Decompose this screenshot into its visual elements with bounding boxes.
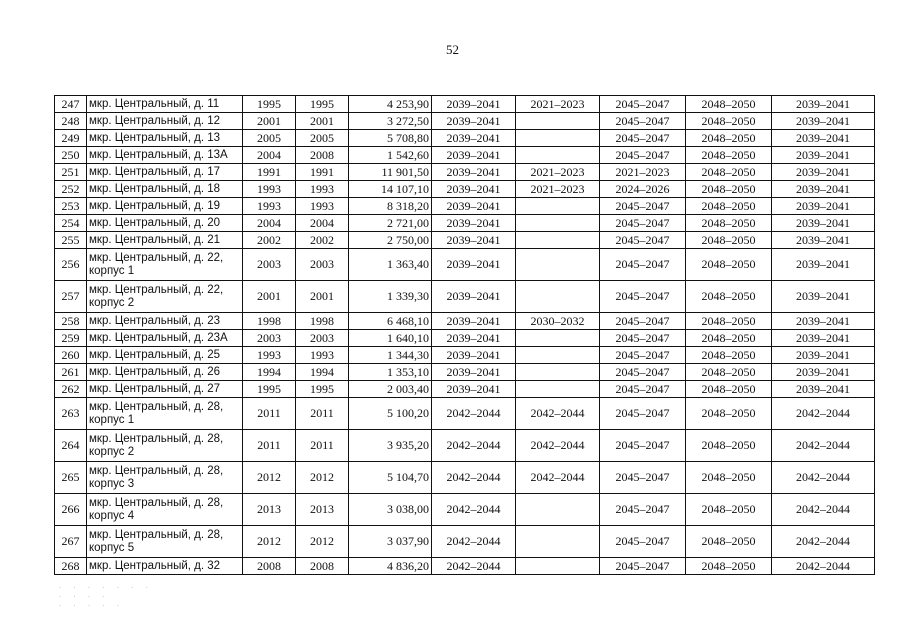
cell-area: 1 640,10	[349, 330, 432, 347]
cell-year-built: 2003	[243, 330, 296, 347]
cell-year-commissioned: 1993	[296, 181, 349, 198]
cell-area: 2 003,40	[349, 381, 432, 398]
table-row	[55, 232, 875, 249]
cell-period-3: 2045–2047	[600, 398, 686, 430]
cell-period-1: 2039–2041	[432, 198, 516, 215]
cell-year-built: 1995	[243, 96, 296, 113]
cell-row-number: 264	[55, 430, 87, 462]
cell-row-number: 262	[55, 381, 87, 398]
cell-period-3: 2045–2047	[600, 281, 686, 313]
cell-year-commissioned: 2008	[296, 558, 349, 575]
cell-area: 14 107,10	[349, 181, 432, 198]
cell-period-3: 2045–2047	[600, 430, 686, 462]
cell-row-number: 260	[55, 347, 87, 364]
cell-row-number: 247	[55, 96, 87, 113]
cell-address: мкр. Центральный, д. 32	[87, 558, 243, 575]
cell-row-number: 259	[55, 330, 87, 347]
cell-period-3: 2045–2047	[600, 330, 686, 347]
cell-period-2	[516, 526, 600, 558]
cell-year-commissioned: 1995	[296, 381, 349, 398]
cell-year-built: 2004	[243, 147, 296, 164]
cell-period-1: 2042–2044	[432, 462, 516, 494]
cell-period-3: 2045–2047	[600, 494, 686, 526]
cell-year-built: 2011	[243, 430, 296, 462]
cell-period-5: 2039–2041	[772, 330, 875, 347]
cell-row-number: 265	[55, 462, 87, 494]
cell-period-5: 2039–2041	[772, 232, 875, 249]
cell-period-3: 2045–2047	[600, 526, 686, 558]
cell-row-number: 257	[55, 281, 87, 313]
cell-period-2	[516, 330, 600, 347]
cell-area: 8 318,20	[349, 198, 432, 215]
cell-period-5: 2042–2044	[772, 462, 875, 494]
housing-table	[54, 95, 875, 575]
cell-year-commissioned: 2003	[296, 330, 349, 347]
cell-period-5: 2039–2041	[772, 147, 875, 164]
cell-year-built: 1998	[243, 313, 296, 330]
table-row	[55, 381, 875, 398]
cell-address: мкр. Центральный, д. 13	[87, 130, 243, 147]
cell-period-3: 2045–2047	[600, 347, 686, 364]
cell-area: 3 935,20	[349, 430, 432, 462]
cell-year-commissioned: 2001	[296, 281, 349, 313]
cell-period-1: 2039–2041	[432, 232, 516, 249]
cell-address: мкр. Центральный, д. 17	[87, 164, 243, 181]
cell-period-4: 2048–2050	[686, 430, 772, 462]
cell-period-2: 2021–2023	[516, 164, 600, 181]
table-row	[55, 181, 875, 198]
cell-period-5: 2039–2041	[772, 381, 875, 398]
table-row	[55, 249, 875, 281]
cell-row-number: 258	[55, 313, 87, 330]
cell-address: мкр. Центральный, д. 22, корпус 1	[87, 249, 243, 281]
cell-period-1: 2039–2041	[432, 130, 516, 147]
cell-period-5: 2039–2041	[772, 198, 875, 215]
cell-period-3: 2024–2026	[600, 181, 686, 198]
cell-year-commissioned: 2013	[296, 494, 349, 526]
cell-address: мкр. Центральный, д. 21	[87, 232, 243, 249]
cell-address: мкр. Центральный, д. 28, корпус 3	[87, 462, 243, 494]
cell-period-4: 2048–2050	[686, 147, 772, 164]
cell-year-built: 2003	[243, 249, 296, 281]
cell-period-4: 2048–2050	[686, 558, 772, 575]
cell-year-built: 2005	[243, 130, 296, 147]
cell-period-2: 2042–2044	[516, 462, 600, 494]
cell-period-5: 2039–2041	[772, 313, 875, 330]
cell-row-number: 256	[55, 249, 87, 281]
cell-row-number: 263	[55, 398, 87, 430]
cell-period-2	[516, 232, 600, 249]
cell-period-5: 2042–2044	[772, 494, 875, 526]
cell-period-1: 2039–2041	[432, 313, 516, 330]
cell-period-2: 2042–2044	[516, 398, 600, 430]
cell-year-built: 1993	[243, 181, 296, 198]
table-row	[55, 130, 875, 147]
cell-year-commissioned: 2012	[296, 526, 349, 558]
cell-period-3: 2045–2047	[600, 558, 686, 575]
cell-period-4: 2048–2050	[686, 215, 772, 232]
cell-area: 5 104,70	[349, 462, 432, 494]
cell-period-5: 2039–2041	[772, 113, 875, 130]
cell-period-5: 2042–2044	[772, 558, 875, 575]
cell-row-number: 251	[55, 164, 87, 181]
cell-area: 5 708,80	[349, 130, 432, 147]
cell-period-1: 2039–2041	[432, 147, 516, 164]
cell-period-2	[516, 381, 600, 398]
table-row	[55, 147, 875, 164]
cell-period-2	[516, 113, 600, 130]
cell-period-1: 2039–2041	[432, 113, 516, 130]
cell-period-4: 2048–2050	[686, 364, 772, 381]
cell-period-2	[516, 198, 600, 215]
cell-period-5: 2039–2041	[772, 249, 875, 281]
cell-area: 5 100,20	[349, 398, 432, 430]
table-row	[55, 347, 875, 364]
cell-period-4: 2048–2050	[686, 526, 772, 558]
table-body	[55, 96, 875, 575]
cell-year-commissioned: 2001	[296, 113, 349, 130]
cell-period-1: 2039–2041	[432, 347, 516, 364]
cell-period-2: 2042–2044	[516, 430, 600, 462]
cell-area: 2 721,00	[349, 215, 432, 232]
cell-area: 1 542,60	[349, 147, 432, 164]
table-row	[55, 462, 875, 494]
cell-row-number: 250	[55, 147, 87, 164]
cell-year-built: 2002	[243, 232, 296, 249]
cell-year-commissioned: 2008	[296, 147, 349, 164]
cell-period-4: 2048–2050	[686, 181, 772, 198]
cell-period-3: 2045–2047	[600, 232, 686, 249]
cell-period-2	[516, 558, 600, 575]
cell-address: мкр. Центральный, д. 20	[87, 215, 243, 232]
scan-artifact: · · · · · · · · · · · · · · · ·	[58, 584, 152, 610]
cell-period-5: 2039–2041	[772, 96, 875, 113]
cell-period-1: 2039–2041	[432, 381, 516, 398]
cell-period-4: 2048–2050	[686, 381, 772, 398]
cell-year-built: 2012	[243, 462, 296, 494]
table-row	[55, 198, 875, 215]
cell-period-5: 2039–2041	[772, 181, 875, 198]
cell-period-4: 2048–2050	[686, 494, 772, 526]
table-row	[55, 164, 875, 181]
cell-year-commissioned: 1993	[296, 347, 349, 364]
cell-year-built: 1993	[243, 198, 296, 215]
cell-period-3: 2045–2047	[600, 462, 686, 494]
table-row	[55, 113, 875, 130]
cell-year-commissioned: 2011	[296, 398, 349, 430]
cell-row-number: 266	[55, 494, 87, 526]
cell-period-2	[516, 364, 600, 381]
cell-row-number: 268	[55, 558, 87, 575]
cell-area: 3 272,50	[349, 113, 432, 130]
cell-period-2	[516, 281, 600, 313]
cell-period-5: 2039–2041	[772, 364, 875, 381]
table-row	[55, 430, 875, 462]
cell-period-5: 2039–2041	[772, 130, 875, 147]
cell-period-1: 2042–2044	[432, 398, 516, 430]
cell-row-number: 267	[55, 526, 87, 558]
cell-year-commissioned: 2012	[296, 462, 349, 494]
cell-period-4: 2048–2050	[686, 398, 772, 430]
cell-address: мкр. Центральный, д. 12	[87, 113, 243, 130]
cell-year-built: 1994	[243, 364, 296, 381]
cell-period-1: 2039–2041	[432, 164, 516, 181]
table-row	[55, 215, 875, 232]
cell-area: 4 253,90	[349, 96, 432, 113]
cell-period-4: 2048–2050	[686, 330, 772, 347]
cell-address: мкр. Центральный, д. 25	[87, 347, 243, 364]
table-row	[55, 96, 875, 113]
cell-area: 2 750,00	[349, 232, 432, 249]
cell-period-2: 2021–2023	[516, 96, 600, 113]
cell-period-5: 2039–2041	[772, 347, 875, 364]
cell-year-commissioned: 1993	[296, 198, 349, 215]
cell-year-built: 2008	[243, 558, 296, 575]
cell-row-number: 252	[55, 181, 87, 198]
cell-area: 1 339,30	[349, 281, 432, 313]
cell-row-number: 249	[55, 130, 87, 147]
cell-period-4: 2048–2050	[686, 249, 772, 281]
cell-row-number: 261	[55, 364, 87, 381]
cell-period-3: 2045–2047	[600, 96, 686, 113]
cell-period-3: 2045–2047	[600, 249, 686, 281]
cell-period-4: 2048–2050	[686, 164, 772, 181]
cell-period-1: 2042–2044	[432, 558, 516, 575]
cell-period-5: 2042–2044	[772, 526, 875, 558]
cell-period-5: 2039–2041	[772, 281, 875, 313]
cell-row-number: 253	[55, 198, 87, 215]
cell-year-built: 2001	[243, 113, 296, 130]
cell-period-3: 2045–2047	[600, 130, 686, 147]
cell-period-2	[516, 130, 600, 147]
cell-period-3: 2045–2047	[600, 215, 686, 232]
cell-address: мкр. Центральный, д. 11	[87, 96, 243, 113]
cell-period-4: 2048–2050	[686, 462, 772, 494]
cell-year-built: 2013	[243, 494, 296, 526]
cell-year-built: 1991	[243, 164, 296, 181]
cell-area: 3 038,00	[349, 494, 432, 526]
cell-period-2	[516, 215, 600, 232]
cell-period-4: 2048–2050	[686, 113, 772, 130]
cell-period-3: 2045–2047	[600, 381, 686, 398]
table-row	[55, 398, 875, 430]
cell-address: мкр. Центральный, д. 28, корпус 1	[87, 398, 243, 430]
cell-year-commissioned: 1995	[296, 96, 349, 113]
cell-period-2: 2021–2023	[516, 181, 600, 198]
cell-address: мкр. Центральный, д. 28, корпус 5	[87, 526, 243, 558]
cell-year-commissioned: 2005	[296, 130, 349, 147]
cell-period-2: 2030–2032	[516, 313, 600, 330]
cell-address: мкр. Центральный, д. 23	[87, 313, 243, 330]
cell-address: мкр. Центральный, д. 28, корпус 4	[87, 494, 243, 526]
cell-period-4: 2048–2050	[686, 347, 772, 364]
cell-period-3: 2021–2023	[600, 164, 686, 181]
table-row	[55, 558, 875, 575]
cell-year-commissioned: 1991	[296, 164, 349, 181]
cell-period-1: 2039–2041	[432, 181, 516, 198]
cell-area: 1 344,30	[349, 347, 432, 364]
cell-period-2	[516, 249, 600, 281]
cell-row-number: 255	[55, 232, 87, 249]
cell-area: 1 353,10	[349, 364, 432, 381]
cell-period-2	[516, 347, 600, 364]
cell-period-5: 2042–2044	[772, 430, 875, 462]
cell-period-3: 2045–2047	[600, 113, 686, 130]
cell-year-commissioned: 2011	[296, 430, 349, 462]
cell-year-commissioned: 2004	[296, 215, 349, 232]
cell-period-3: 2045–2047	[600, 364, 686, 381]
cell-period-4: 2048–2050	[686, 130, 772, 147]
cell-period-4: 2048–2050	[686, 232, 772, 249]
cell-year-built: 1995	[243, 381, 296, 398]
cell-year-commissioned: 1998	[296, 313, 349, 330]
cell-period-3: 2045–2047	[600, 198, 686, 215]
housing-table-container	[54, 95, 874, 575]
cell-year-commissioned: 2003	[296, 249, 349, 281]
cell-address: мкр. Центральный, д. 27	[87, 381, 243, 398]
cell-address: мкр. Центральный, д. 18	[87, 181, 243, 198]
cell-area: 1 363,40	[349, 249, 432, 281]
cell-area: 11 901,50	[349, 164, 432, 181]
cell-period-4: 2048–2050	[686, 198, 772, 215]
cell-period-4: 2048–2050	[686, 313, 772, 330]
cell-period-5: 2042–2044	[772, 398, 875, 430]
cell-address: мкр. Центральный, д. 26	[87, 364, 243, 381]
cell-area: 6 468,10	[349, 313, 432, 330]
cell-row-number: 248	[55, 113, 87, 130]
table-row	[55, 494, 875, 526]
table-row	[55, 330, 875, 347]
cell-period-4: 2048–2050	[686, 96, 772, 113]
cell-period-1: 2039–2041	[432, 96, 516, 113]
cell-period-1: 2042–2044	[432, 430, 516, 462]
cell-period-5: 2039–2041	[772, 164, 875, 181]
cell-period-1: 2039–2041	[432, 364, 516, 381]
cell-address: мкр. Центральный, д. 28, корпус 2	[87, 430, 243, 462]
cell-year-commissioned: 1994	[296, 364, 349, 381]
cell-period-1: 2042–2044	[432, 494, 516, 526]
cell-period-2	[516, 147, 600, 164]
page-number: 52	[446, 42, 459, 57]
cell-address: мкр. Центральный, д. 22, корпус 2	[87, 281, 243, 313]
cell-period-1: 2039–2041	[432, 281, 516, 313]
cell-year-built: 2001	[243, 281, 296, 313]
table-row	[55, 526, 875, 558]
cell-period-2	[516, 494, 600, 526]
cell-period-1: 2039–2041	[432, 330, 516, 347]
cell-period-3: 2045–2047	[600, 313, 686, 330]
cell-address: мкр. Центральный, д. 19	[87, 198, 243, 215]
cell-area: 3 037,90	[349, 526, 432, 558]
cell-period-5: 2039–2041	[772, 215, 875, 232]
table-row	[55, 313, 875, 330]
cell-year-built: 2011	[243, 398, 296, 430]
cell-address: мкр. Центральный, д. 13А	[87, 147, 243, 164]
cell-address: мкр. Центральный, д. 23А	[87, 330, 243, 347]
cell-year-built: 1993	[243, 347, 296, 364]
cell-period-1: 2039–2041	[432, 215, 516, 232]
cell-area: 4 836,20	[349, 558, 432, 575]
cell-period-1: 2039–2041	[432, 249, 516, 281]
table-row	[55, 364, 875, 381]
cell-period-3: 2045–2047	[600, 147, 686, 164]
cell-row-number: 254	[55, 215, 87, 232]
cell-year-commissioned: 2002	[296, 232, 349, 249]
cell-year-built: 2004	[243, 215, 296, 232]
cell-period-4: 2048–2050	[686, 281, 772, 313]
cell-year-built: 2012	[243, 526, 296, 558]
table-row	[55, 281, 875, 313]
cell-period-1: 2042–2044	[432, 526, 516, 558]
